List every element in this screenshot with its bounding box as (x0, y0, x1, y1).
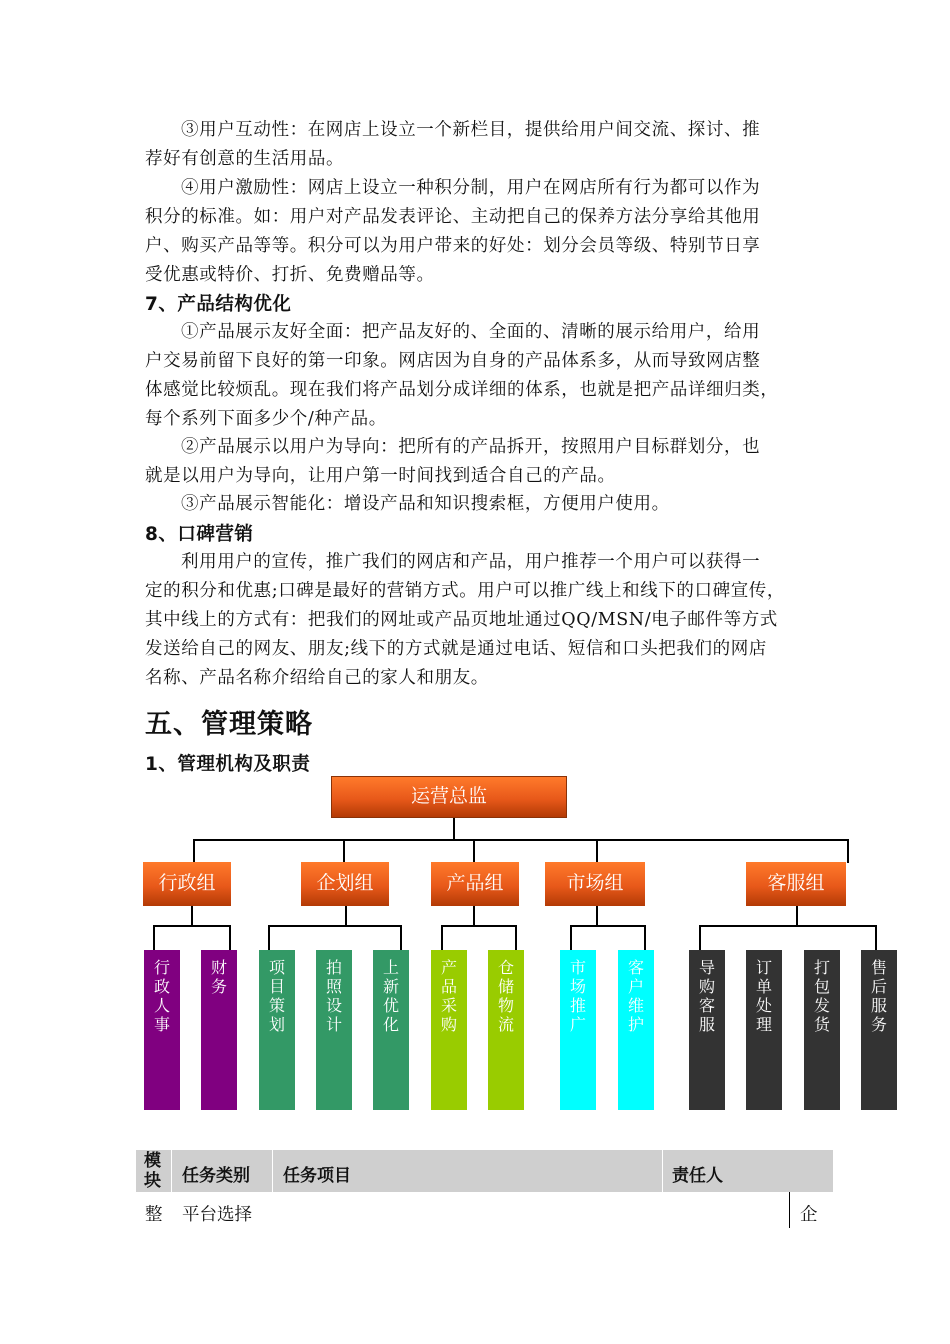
group-box-market: 市场组 (545, 862, 645, 906)
sub-box-project-planning (259, 950, 295, 1110)
text-line: ③产品展示智能化：增设产品和知识搜索框，方便用户使用。 (181, 494, 670, 514)
connector-line (343, 839, 345, 863)
paragraph-interaction (145, 116, 810, 174)
sub-label: 产品采购 (441, 958, 458, 1034)
text-line: 荐好有创意的生活用品。 (145, 149, 345, 169)
column-separator (272, 1150, 273, 1192)
sub-box-promotion (560, 950, 596, 1110)
header-category: 任务类别 (182, 1166, 250, 1186)
sub-box-customer-care (618, 950, 654, 1110)
sub-label: 订单处理 (756, 958, 773, 1034)
header-owner: 责任人 (672, 1166, 723, 1186)
text-line: 发送给自己的网友、朋友;线下的方式就是通过电话、短信和口头把我们的网店 (145, 639, 767, 659)
connector-line (153, 925, 155, 950)
sub-label: 项目策划 (269, 958, 286, 1034)
text-line: 户交易前留下良好的第一印象。网店因为自身的产品体系多，从而导致网店整 (145, 351, 761, 371)
group-box-planning: 企划组 (301, 862, 389, 906)
sub-box-after-sales (861, 950, 897, 1110)
text-line: 定的积分和优惠;口碑是最好的营销方式。用户可以推广线上和线下的口碑宣传， (145, 581, 785, 601)
connector-line (596, 906, 598, 926)
connector-line (453, 818, 455, 840)
connector-line (153, 925, 231, 927)
paragraph-smart (145, 490, 810, 519)
sub-label: 仓储物流 (498, 958, 515, 1034)
text-line: 利用用户的宣传，推广我们的网店和产品，用户推荐一个用户可以获得一 (181, 552, 761, 572)
connector-line (268, 925, 402, 927)
sub-box-hr (144, 950, 180, 1110)
sub-box-photo-design (316, 950, 352, 1110)
sub-box-packing-shipping (804, 950, 840, 1110)
connector-line (596, 839, 598, 863)
heading-org-structure: 1、管理机构及职责 (145, 754, 311, 775)
text-line: ③用户互动性：在网店上设立一个新栏目，提供给用户间交流、探讨、推 (181, 120, 761, 140)
sub-label: 行政人事 (154, 958, 171, 1034)
group-box-service: 客服组 (746, 862, 846, 906)
cell-border (789, 1192, 790, 1228)
connector-line (570, 925, 572, 950)
connector-line (644, 925, 646, 950)
connector-line (441, 925, 517, 927)
section-title-management: 五、管理策略 (145, 709, 313, 740)
group-box-product: 产品组 (431, 862, 519, 906)
org-top-box: 运营总监 (331, 776, 567, 818)
sub-box-order-processing (746, 950, 782, 1110)
sub-label: 市场推广 (570, 958, 587, 1034)
text-line: 其中线上的方式有：把我们的网址或产品页地址通过QQ/MSN/电子邮件等方式 (145, 610, 778, 630)
text-line: 户、购买产品等等。积分可以为用户带来的好处：划分会员等级、特别节日享 (145, 236, 761, 256)
connector-line (193, 839, 849, 841)
sub-box-listing-optimization (373, 950, 409, 1110)
connector-line (570, 925, 646, 927)
connector-line (441, 925, 443, 950)
sub-label: 客户维护 (628, 958, 645, 1034)
header-item: 任务项目 (283, 1166, 351, 1186)
text-line: ④用户激励性：网店上设立一种积分制，用户在网店所有行为都可以作为 (181, 178, 761, 198)
header-module: 模块 (144, 1151, 161, 1191)
sub-label: 打包发货 (814, 958, 831, 1034)
text-line: 受优惠或特价、打折、免费赠品等。 (145, 265, 435, 285)
sub-label: 上新优化 (383, 958, 400, 1034)
sub-label: 财务 (211, 958, 228, 996)
sub-box-sales-support (689, 950, 725, 1110)
connector-line (473, 839, 475, 863)
text-line: 体感觉比较烦乱。现在我们将产品划分成详细的体系，也就是把产品详细归类， (145, 380, 779, 400)
text-line: 每个系列下面多少个/种产品。 (145, 409, 387, 429)
connector-line (875, 925, 877, 950)
paragraph-incentive (145, 174, 810, 290)
sub-box-finance (201, 950, 237, 1110)
paragraph-product-display (145, 318, 810, 434)
column-separator (662, 1150, 663, 1192)
connector-line (400, 925, 402, 950)
connector-line (268, 925, 270, 950)
cell-owner: 企 (800, 1205, 818, 1225)
text-line: 就是以用户为导向，让用户第一时间找到适合自己的产品。 (145, 466, 616, 486)
sub-label: 售后服务 (871, 958, 888, 1034)
paragraph-word-of-mouth (145, 548, 810, 693)
connector-line (515, 925, 517, 950)
cell-module: 整 (145, 1205, 163, 1225)
group-box-admin: 行政组 (143, 862, 231, 906)
text-line: 名称、产品名称介绍给自己的家人和朋友。 (145, 668, 489, 688)
connector-line (796, 906, 798, 926)
connector-line (699, 925, 701, 950)
connector-line (229, 925, 231, 950)
sub-label: 拍照设计 (326, 958, 343, 1034)
cell-category: 平台选择 (182, 1205, 252, 1225)
connector-line (345, 906, 347, 926)
column-separator (171, 1150, 172, 1192)
connector-line (193, 839, 195, 863)
text-line: ②产品展示以用户为导向：把所有的产品拆开，按照用户目标群划分，也 (181, 437, 761, 457)
connector-line (699, 925, 877, 927)
sub-box-procurement (431, 950, 467, 1110)
connector-line (473, 906, 475, 926)
sub-box-logistics (488, 950, 524, 1110)
paragraph-user-oriented (145, 433, 810, 491)
heading-product-structure: 7、产品结构优化 (145, 294, 292, 315)
sub-label: 导购客服 (699, 958, 716, 1034)
heading-word-of-mouth: 8、口碑营销 (145, 524, 254, 545)
text-line: ①产品展示友好全面：把产品友好的、全面的、清晰的展示给用户，给用 (181, 322, 761, 342)
connector-line (847, 839, 849, 863)
text-line: 积分的标准。如：用户对产品发表评论、主动把自己的保养方法分享给其他用 (145, 207, 761, 227)
connector-line (191, 906, 193, 926)
